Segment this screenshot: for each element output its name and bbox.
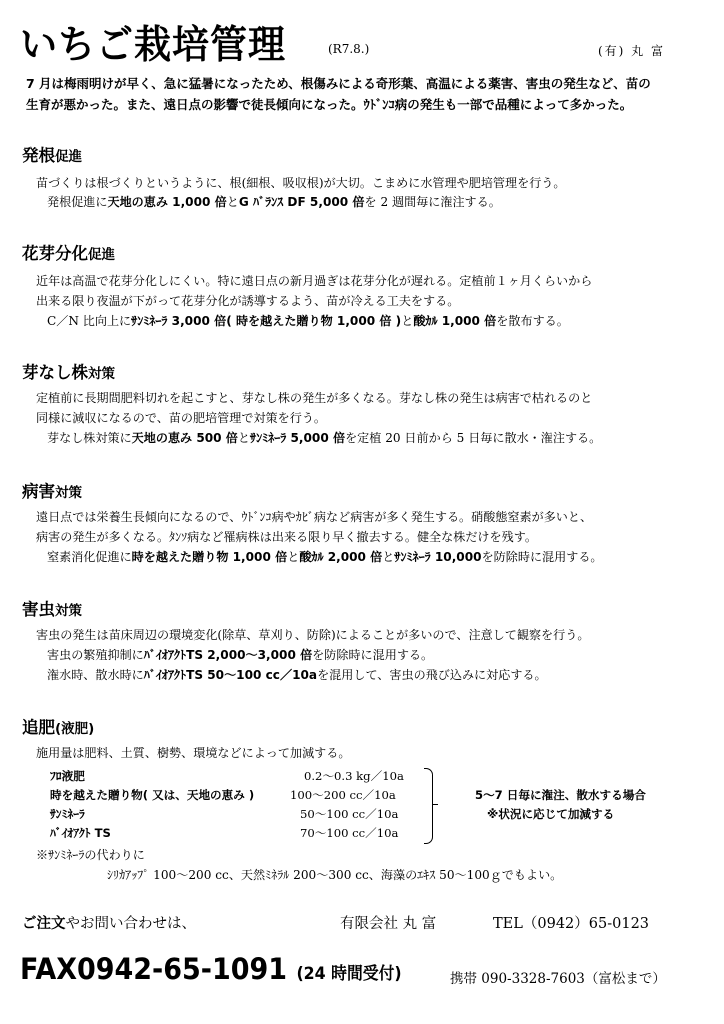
- table-note: 5～7 日毎に潅注、散水する場合: [475, 788, 646, 802]
- order-label: ご注文: [22, 916, 66, 932]
- table-row-name: ｻﾝﾐﾈｰﾗ: [50, 807, 85, 821]
- text-span: を防除時に混用する。: [312, 648, 434, 662]
- table-row-name: ﾌﾛ液肥: [50, 769, 85, 783]
- paragraph-line: [47, 646, 433, 663]
- section-heading-sub: 促進: [55, 149, 82, 165]
- tel-number: TEL（0942）65-0123: [493, 916, 650, 932]
- section-heading-sub: 対策: [88, 366, 115, 382]
- paragraph-line: 施用量は肥料、土質、樹勢、環境などによって加減する。: [36, 746, 351, 760]
- paragraph-line: 近年は高温で花芽分化しにくい。特に遠日点の新月過ぎは花芽分化が遅れる。定植前１ヶ月くらいから: [36, 274, 593, 288]
- paragraph-line: [47, 312, 569, 329]
- text-span: を定植 20 日前から 5 日毎に散水・潅注する。: [345, 431, 602, 445]
- section-heading-main: 発根: [22, 146, 55, 165]
- issue-date: (R7.8.): [328, 42, 370, 56]
- text-span: C／N 比向上に: [47, 314, 132, 328]
- order-text: やお問い合わせは、: [65, 916, 196, 932]
- fax-line: [20, 952, 402, 986]
- author-name: (有) 丸 富: [598, 44, 665, 58]
- paragraph-line: [47, 193, 501, 210]
- product-emphasis: 酸ｶﾙ 2,000 倍: [299, 550, 383, 564]
- product-emphasis: ﾊﾞｲｵｱｸﾄTS 2,000～3,000 倍: [143, 648, 313, 662]
- product-emphasis: ﾊﾞｲｵｱｸﾄTS 50～100 cc／10a: [143, 668, 318, 682]
- fax-number: FAX0942-65-1091: [20, 952, 288, 986]
- text-span: と: [226, 195, 239, 209]
- intro-line-1: 7 月は梅雨明けが早く、急に猛暑になったため、根傷みによる奇形葉、高温による薬害、害虫の発生など、苗の: [26, 76, 651, 91]
- product-emphasis: 天地の恵み 500 倍: [131, 431, 238, 445]
- alternative-note: ※ｻﾝﾐﾈｰﾗの代わりに: [36, 848, 145, 862]
- intro-line-2: 生育が悪かった。また、遠日点の影響で徒長傾向になった。ｳﾄﾞﾝｺ病の発生も一部で品種によって多かった。: [26, 97, 633, 112]
- paragraph-line: [47, 429, 601, 446]
- table-row-amount: 100～200 cc／10a: [290, 788, 396, 802]
- paragraph-line: [47, 666, 547, 683]
- product-emphasis: ｻﾝﾐﾈｰﾗ 5,000 倍: [250, 431, 346, 445]
- section-heading: [22, 240, 115, 264]
- paragraph-line: 定植前に長期間肥料切れを起こすと、芽なし株の発生が多くなる。芽なし株の発生は病害で枯れるのと: [36, 391, 593, 405]
- product-emphasis: 時を越えた贈り物 1,000 倍: [131, 550, 288, 564]
- text-span: 発根促進に: [47, 195, 108, 209]
- paragraph-line: 出来る限り夜温が下がって花芽分化が誘導するよう、苗が冷える工夫をする。: [36, 294, 460, 308]
- table-row-name: ﾊﾞｲｵｱｸﾄ TS: [50, 826, 111, 840]
- text-span: を 2 週間毎に潅注する。: [364, 195, 501, 209]
- brace-bracket: [424, 768, 433, 844]
- text-span: 芽なし株対策に: [47, 431, 132, 445]
- text-span: 潅水時、散水時に: [47, 668, 144, 682]
- section-heading-sub: 対策: [55, 485, 82, 501]
- text-span: を混用して、害虫の飛び込みに対応する。: [317, 668, 547, 682]
- section-heading-main: 害虫: [22, 600, 55, 619]
- fax-hours: (24 時間受付): [296, 964, 402, 984]
- section-heading-main: 芽なし株: [22, 363, 88, 382]
- section-heading: [22, 142, 82, 166]
- product-emphasis: ｻﾝﾐﾈｰﾗ 3,000 倍( 時を越えた贈り物 1,000 倍 ): [131, 314, 402, 328]
- text-span: と: [401, 314, 414, 328]
- section-heading: [22, 596, 82, 620]
- table-row-amount: 0.2～0.3 kg／10a: [304, 769, 404, 783]
- product-emphasis: 酸ｶﾙ 1,000 倍: [413, 314, 497, 328]
- text-span: 害虫の繁殖抑制に: [47, 648, 144, 662]
- text-span: と: [237, 431, 251, 445]
- table-row-amount: 50～100 cc／10a: [300, 807, 399, 821]
- text-span: を防除時に混用する。: [481, 550, 603, 564]
- section-heading-main: 花芽分化: [22, 244, 88, 263]
- paragraph-line: [47, 548, 603, 565]
- section-heading-sub: 対策: [55, 603, 82, 619]
- table-note: ※状況に応じて加減する: [487, 807, 615, 821]
- product-emphasis: ｻﾝﾐﾈｰﾗ 10,000: [394, 550, 482, 564]
- text-span: 窒素消化促進に: [47, 550, 132, 564]
- company-name: 有限会社 丸 富: [340, 916, 437, 932]
- alternative-note: ｼﾘｶｱｯﾌﾟ 100～200 cc、天然ﾐﾈﾗﾙ 200～300 cc、海藻のｴｷｽ 50～100ｇでもよい。: [107, 868, 563, 882]
- table-row-name: 時を越えた贈り物( 又は、天地の恵み ): [50, 788, 255, 802]
- section-heading-main: 追肥: [22, 718, 55, 737]
- section-heading: [22, 359, 115, 383]
- order-line: [22, 912, 196, 933]
- text-span: と: [382, 550, 395, 564]
- table-row-amount: 70～100 cc／10a: [300, 826, 399, 840]
- paragraph-line: 苗づくりは根づくりというように、根(細根、吸収根)が大切。こまめに水管理や肥培管理を行う。: [36, 176, 566, 190]
- section-heading: [22, 478, 82, 502]
- section-heading: [22, 714, 94, 738]
- paragraph-line: 病害の発生が多くなる。ﾀﾝｿ病など罹病株は出来る限り早く撤去する。健全な株だけを残す。: [36, 530, 537, 544]
- paragraph-line: 遠日点では栄養生長傾向になるので、ｳﾄﾞﾝｺ病やｶﾋﾞ病など病害が多く発生する。硝酸態窒素が多いと、: [36, 510, 593, 524]
- paragraph-line: 同様に減収になるので、苗の肥培管理で対策を行う。: [36, 411, 327, 425]
- text-span: と: [287, 550, 300, 564]
- mobile-number: 携帯 090-3328-7603（富松まで）: [450, 971, 666, 987]
- section-heading-sub: 促進: [88, 247, 115, 263]
- text-span: を散布する。: [496, 314, 569, 328]
- section-heading-sub: (液肥): [55, 721, 95, 737]
- section-heading-main: 病害: [22, 482, 55, 501]
- product-emphasis: 天地の恵み 1,000 倍: [107, 195, 227, 209]
- paragraph-line: 害虫の発生は苗床周辺の環境変化(除草、草刈り、防除)によることが多いので、注意して観察を行う。: [36, 628, 590, 642]
- product-emphasis: G ﾊﾞﾗﾝｽ DF 5,000 倍: [238, 195, 365, 209]
- page-title: いちご栽培管理: [20, 23, 287, 68]
